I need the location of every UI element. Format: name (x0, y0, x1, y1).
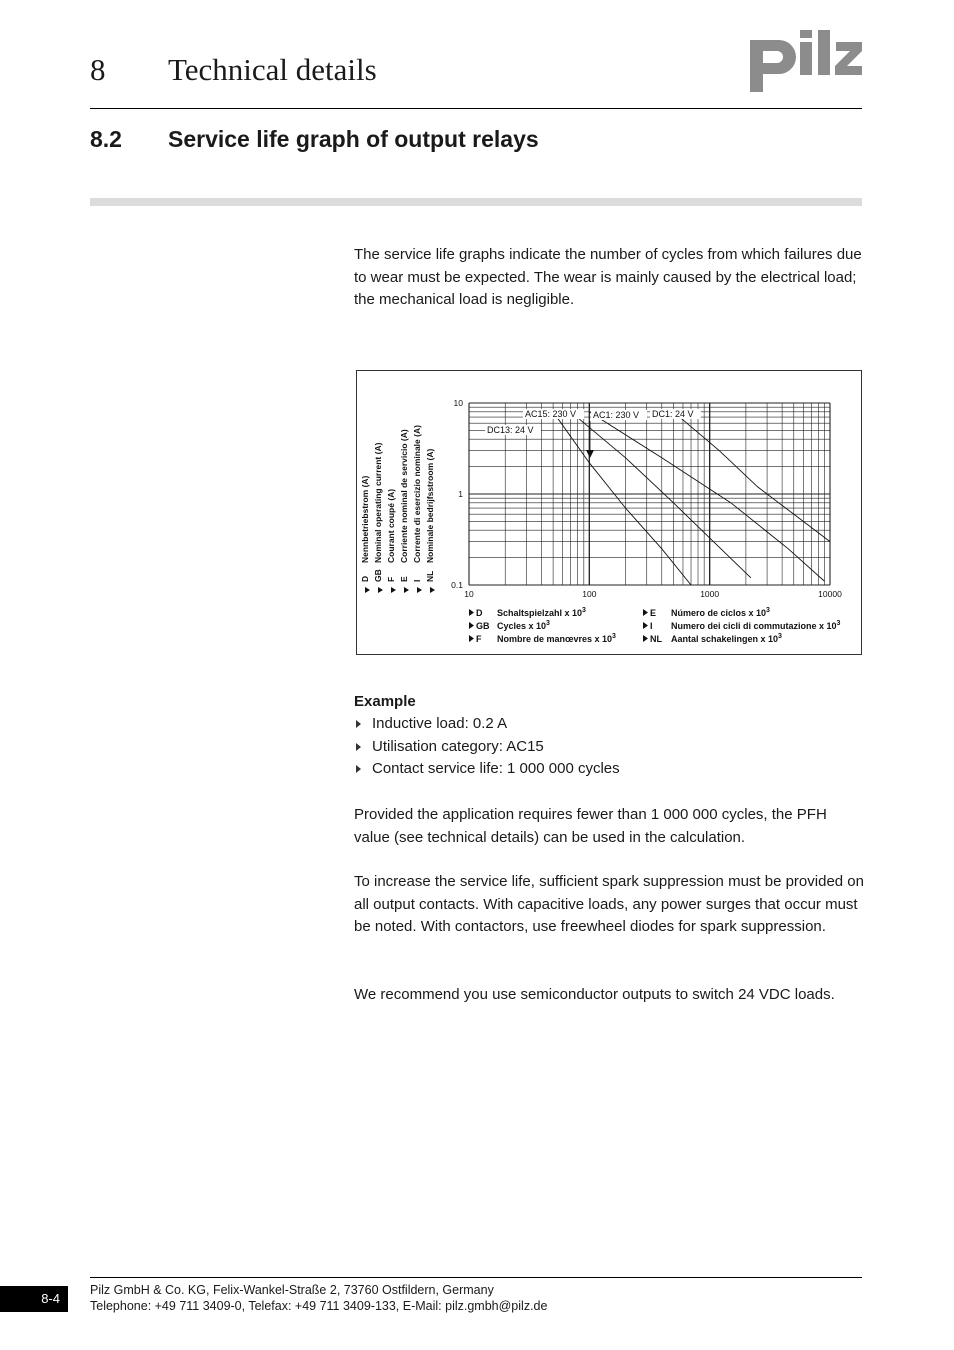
x-label-code: I (650, 621, 653, 631)
x-label-exponent: 3 (836, 620, 841, 627)
series-label: AC1: 230 V (593, 410, 640, 420)
x-label-code: E (650, 608, 657, 618)
x-label-exponent: 3 (778, 633, 782, 640)
x-label-code: GB (476, 621, 490, 631)
legend-arrow-icon (378, 587, 383, 593)
legend-arrow-icon (417, 587, 422, 593)
x-label-code: F (476, 634, 482, 644)
y-label-group (412, 425, 422, 593)
legend-arrow-icon (643, 622, 648, 629)
x-label-text: Schaltspielzahl x $10^3$ (497, 607, 586, 618)
y-label-code: NL (425, 570, 435, 582)
y-label-text: Corrente di esercizio nominale (A) (412, 425, 422, 563)
chart-y-labels (360, 425, 435, 593)
x-tick-label: 10 (464, 589, 474, 599)
legend-arrow-icon (430, 587, 435, 593)
y-tick-label: 10 (453, 398, 463, 408)
chapter-number: 8 (90, 52, 106, 87)
y-label-group (360, 475, 370, 593)
legend-arrow-icon (391, 587, 396, 593)
example-item (354, 736, 620, 759)
legend-arrow-icon (469, 622, 474, 629)
example-item (354, 713, 620, 736)
y-label-text: Nennbetriebstrom (A) (360, 475, 370, 563)
y-label-code: F (386, 576, 396, 582)
x-tick-label: 1000 (700, 589, 720, 599)
example-item-text: Contact service life: 1 000 000 cycles (372, 760, 620, 777)
footer-contact: Telephone: +49 711 3409-0, Telefax: +49 711 3409-133, E-Mail: pilz.gmbh@pilz.de (90, 1299, 548, 1313)
header-rule (90, 108, 862, 109)
bullet-arrow-icon (356, 765, 361, 773)
legend-arrow-icon (469, 609, 474, 616)
chart-canvas (357, 371, 863, 656)
example-item (354, 758, 620, 781)
legend-arrow-icon (643, 609, 648, 616)
section-number: 8.2 (90, 126, 122, 152)
x-label-text: Aantal schakelingen x $10^3$ (671, 633, 782, 644)
example-item-text: Utilisation category: AC15 (372, 737, 544, 755)
series-label: AC15: 230 V (525, 409, 577, 419)
y-label-code: GB (373, 569, 383, 582)
series-label: DC1: 24 V (652, 409, 694, 419)
y-label-group (386, 489, 396, 593)
y-label-text: Nominal operating current (A) (373, 442, 383, 563)
y-label-code: D (360, 575, 370, 582)
series-curve (673, 412, 830, 542)
x-label-exponent: 3 (766, 607, 770, 614)
y-label-text: Courant coupé (A) (386, 488, 396, 563)
intro-paragraph: The service life graphs indicate the number of cycles from which failures due to wear must be expected. The wear is mainly caused by the electrical load; the mechanical load is negligible. (354, 246, 862, 308)
y-label-text: Corriente nominal de servicio (A) (399, 429, 409, 563)
x-label-text: Cycles x $10^3$ (497, 620, 550, 631)
pfh-paragraph: Provided the application requires fewer than 1 000 000 cycles, the PFH value (see technical details) can be used in the calculation. (354, 806, 827, 846)
y-label-group (373, 442, 383, 593)
series-curve (589, 412, 824, 581)
y-tick-label: 0.1 (451, 580, 463, 590)
legend-arrow-icon (469, 635, 474, 642)
legend-arrow-icon (404, 587, 409, 593)
y-label-code: E (399, 576, 409, 582)
x-label-text: Número de ciclos x $10^3$ (671, 607, 770, 618)
series-label: DC13: 24 V (487, 425, 534, 435)
example-list (354, 713, 620, 781)
x-label-text: Numero dei cicli di commutazione x $10^3$ (671, 620, 841, 631)
spark-suppression-paragraph: To increase the service life, sufficient spark suppression must be provided on all output contacts. With capacitive loads, any power surges that occur must be noted. With contactors, use freewheel diodes for spark suppression. (354, 873, 864, 935)
y-label-group (399, 429, 409, 593)
example-title: Example (354, 693, 416, 710)
legend-arrow-icon (643, 635, 648, 642)
footer-address: Pilz GmbH & Co. KG, Felix-Wankel-Straße 2, 73760 Ostfildern, Germany (90, 1283, 494, 1297)
y-label-code: I (412, 579, 422, 582)
service-life-chart (356, 370, 862, 655)
bullet-arrow-icon (356, 743, 361, 751)
x-label-text: Nombre de manœvres x $10^3$ (497, 633, 616, 644)
example-item-text: Inductive load: 0.2 A (372, 715, 508, 732)
section-divider (90, 198, 862, 206)
chart-x-labels (469, 607, 841, 644)
y-label-group (425, 449, 435, 593)
bullet-arrow-icon (356, 720, 361, 728)
arrow-marker-icon (586, 450, 594, 458)
x-tick-label: 10000 (818, 589, 842, 599)
legend-arrow-icon (365, 587, 370, 593)
y-label-text: Nominale bedrijfsstroom (A) (425, 448, 435, 563)
x-label-exponent: 3 (612, 633, 616, 640)
page-number: 8-4 (0, 1286, 68, 1312)
x-label-code: NL (650, 634, 662, 644)
y-tick-label: 1 (458, 489, 463, 499)
chapter-title: Technical details (168, 52, 377, 87)
footer-rule (90, 1277, 862, 1278)
series-curve (571, 412, 751, 578)
x-label-exponent: 3 (546, 620, 550, 627)
recommendation-paragraph: We recommend you use semiconductor outputs to switch 24 VDC loads. (354, 986, 835, 1003)
section-title: Service life graph of output relays (168, 126, 539, 152)
x-tick-label: 100 (582, 589, 597, 599)
chart-series (485, 409, 830, 585)
x-label-code: D (476, 608, 483, 618)
pilz-logo (748, 28, 864, 94)
x-label-exponent: 3 (582, 607, 586, 614)
